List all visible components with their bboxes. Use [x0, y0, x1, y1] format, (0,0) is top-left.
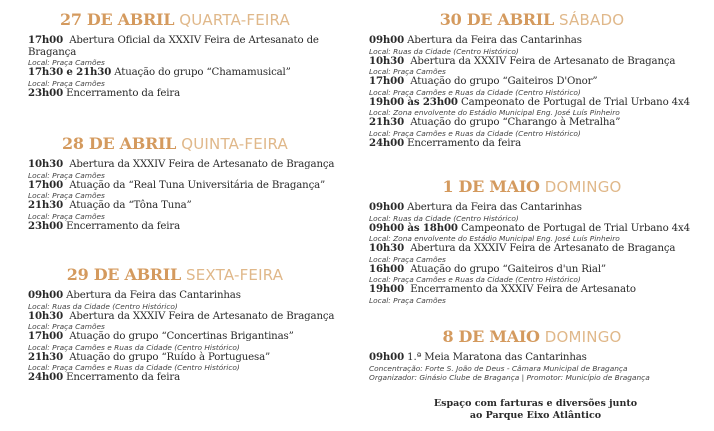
event-organizer: Organizador: Ginásio Clube de Bragança | Promotor: Município de Bragança [369, 372, 650, 382]
day-date: 8 DE MAIO [442, 327, 540, 346]
event-location: Local: Praça Camões [28, 191, 105, 200]
event-title: Atuação do grupo “Chamamusical” [114, 67, 291, 78]
event-location: Local: Zona envolvente do Estádio Municipal Eng. José Luís Pinheiro [369, 234, 620, 243]
event-time: 19h00 às 23h00 [369, 95, 458, 108]
event-item [28, 311, 350, 332]
event-title: Abertura da XXXIV Feira de Artesanato de Bragança [410, 55, 676, 67]
event-location: Local: Ruas da Cidade (Centro Histórico) [28, 301, 178, 311]
event-time: 16h00 [369, 262, 405, 275]
event-item [369, 264, 707, 285]
day-27-abril [0, 10, 350, 99]
event-time: 09h00 [369, 34, 405, 46]
event-time: 17h30 e 21h30 [28, 66, 112, 78]
day-30-abril [357, 10, 707, 149]
day-date: 30 DE ABRIL [439, 10, 554, 29]
event-item [369, 97, 707, 118]
event-location: Local: Praça Camões [28, 322, 105, 331]
day-1-maio [357, 177, 707, 305]
event-location: Local: Praça Camões e Ruas da Cidade (Centro Histórico) [28, 342, 240, 352]
footer-note-line1: Espaço com farturas e diversões junto [433, 398, 638, 409]
event-time: 23h00 [28, 219, 64, 232]
day-heading [0, 134, 350, 154]
event-title: Abertura da XXXIV Feira de Artesanato de Bragança [410, 243, 676, 254]
day-weekday: SEXTA-FEIRA [186, 266, 284, 284]
event-title: Abertura da Feira das Cantarinhas [407, 202, 582, 213]
event-time: 21h30 [369, 116, 405, 128]
event-time: 10h30 [369, 54, 405, 67]
event-title: Atuação do grupo “Concertinas Brigantinas” [69, 331, 294, 342]
event-location: Local: Praça Camões e Ruas da Cidade (Centro Histórico) [369, 128, 581, 138]
event-item [28, 331, 350, 352]
event-time: 10h30 [28, 158, 64, 170]
event-location: Local: Praça Camões [369, 254, 446, 264]
event-item [369, 202, 707, 223]
event-title: Abertura Oficial da XXXIV Feira de Artesanato de Bragança [28, 35, 319, 58]
event-location: Local: Praça Camões [28, 170, 105, 180]
event-item [28, 35, 350, 67]
event-title: Encerramento da feira [407, 137, 522, 149]
day-29-abril [0, 265, 350, 384]
event-item [369, 117, 707, 138]
event-item [369, 35, 707, 56]
event-item [369, 56, 707, 77]
event-time: 09h00 [28, 289, 64, 301]
day-heading [357, 10, 707, 30]
event-item [28, 180, 350, 201]
event-time: 24h00 [369, 136, 405, 149]
event-title: Atuação do grupo “Gaiteiros d'un Rial” [410, 263, 606, 275]
day-weekday: QUINTA-FEIRA [181, 135, 289, 153]
event-item [369, 138, 707, 150]
event-time: 17h00 [369, 75, 405, 87]
event-item [369, 243, 707, 264]
day-8-maio [357, 327, 707, 382]
event-title: Abertura da Feira das Cantarinhas [66, 290, 241, 301]
footer-note [357, 398, 714, 422]
event-location: Local: Praça Camões [369, 67, 446, 76]
event-list [0, 290, 350, 384]
event-title: Encerramento da feira [66, 87, 181, 99]
event-location: Local: Praça Camões [28, 211, 105, 221]
event-location: Local: Ruas da Cidade (Centro Histórico) [369, 213, 519, 223]
event-list [0, 35, 350, 99]
event-title: Campeonato de Portugal de Trial Urbano 4x4 [460, 222, 690, 234]
event-title: Atuação da “Real Tuna Universitária de Bragança” [69, 179, 326, 191]
event-time: 17h00 [28, 330, 64, 342]
event-title: 1.ª Meia Maratona das Cantarinhas [407, 352, 587, 363]
day-weekday: DOMINGO [544, 328, 622, 346]
event-location: Local: Praça Camões e Ruas da Cidade (Centro Histórico) [369, 87, 581, 97]
event-title: Atuação da “Tôna Tuna” [69, 200, 192, 211]
event-time: 21h30 [28, 350, 64, 363]
event-time: 17h00 [28, 34, 64, 46]
day-heading [357, 327, 707, 347]
event-item [28, 290, 350, 311]
day-heading [357, 177, 707, 197]
event-time: 24h00 [28, 371, 64, 383]
event-title: Encerramento da feira [66, 220, 181, 232]
event-title: Encerramento da XXXIV Feira de Artesanato [410, 284, 636, 295]
event-location: Local: Praça Camões [28, 78, 105, 88]
day-date: 27 DE ABRIL [60, 10, 175, 29]
day-weekday: SÁBADO [559, 11, 625, 29]
event-title: Abertura da XXXIV Feira de Artesanato de Bragança [69, 310, 335, 322]
event-item [369, 352, 707, 382]
event-item [28, 352, 350, 373]
day-date: 1 DE MAIO [442, 177, 540, 196]
event-time: 10h30 [369, 242, 405, 254]
event-title: Campeonato de Portugal de Trial Urbano 4x4 [460, 96, 690, 108]
event-list [357, 35, 707, 149]
event-item [369, 223, 707, 244]
event-list [0, 159, 350, 232]
event-item [28, 88, 350, 100]
day-heading [0, 10, 350, 30]
event-title: Abertura da XXXIV Feira de Artesanato de Bragança [69, 159, 335, 170]
event-location: Local: Praça Camões e Ruas da Cidade (Centro Histórico) [28, 363, 240, 372]
event-location: Local: Zona envolvente do Estádio Municipal Eng. José Luís Pinheiro [369, 108, 620, 117]
event-item [369, 76, 707, 97]
day-weekday: QUARTA-FEIRA [179, 11, 290, 29]
event-item [28, 67, 350, 88]
event-title: Encerramento da feira [66, 372, 181, 383]
event-list [357, 202, 707, 305]
event-title: Atuação do grupo “Charango à Metralha” [410, 117, 621, 128]
event-item [28, 372, 350, 384]
event-list [357, 352, 707, 382]
event-location: Local: Praça Camões [369, 295, 446, 305]
event-time: 21h30 [28, 199, 64, 211]
event-time: 10h30 [28, 309, 64, 322]
event-title: Atuação do grupo “Gaiteiros D'Onor” [410, 76, 598, 87]
event-time: 09h00 [369, 201, 405, 213]
event-item [28, 159, 350, 180]
event-time: 17h00 [28, 178, 64, 191]
event-item [369, 284, 707, 305]
day-28-abril [0, 134, 350, 232]
event-time: 19h00 [369, 283, 405, 295]
event-item [28, 200, 350, 221]
event-location: Local: Ruas da Cidade (Centro Histórico) [369, 46, 519, 56]
event-time: 23h00 [28, 86, 64, 99]
footer-note-line2: ao Parque Eixo Atlântico [469, 410, 602, 421]
event-item [28, 221, 350, 233]
event-concentration: Concentração: Forte S. João de Deus - Câmara Municipal de Bragança [369, 363, 628, 373]
day-heading [0, 265, 350, 285]
event-location: Local: Praça Camões [28, 58, 105, 67]
day-date: 29 DE ABRIL [66, 265, 181, 284]
event-time: 09h00 às 18h00 [369, 221, 458, 234]
event-title: Abertura da Feira das Cantarinhas [407, 35, 582, 46]
event-location: Local: Praça Camões e Ruas da Cidade (Centro Histórico) [369, 275, 581, 284]
event-title: Atuação do grupo “Ruído à Portuguesa” [69, 351, 271, 363]
event-time: 09h00 [369, 351, 405, 363]
day-weekday: DOMINGO [544, 178, 622, 196]
day-date: 28 DE ABRIL [61, 134, 177, 153]
